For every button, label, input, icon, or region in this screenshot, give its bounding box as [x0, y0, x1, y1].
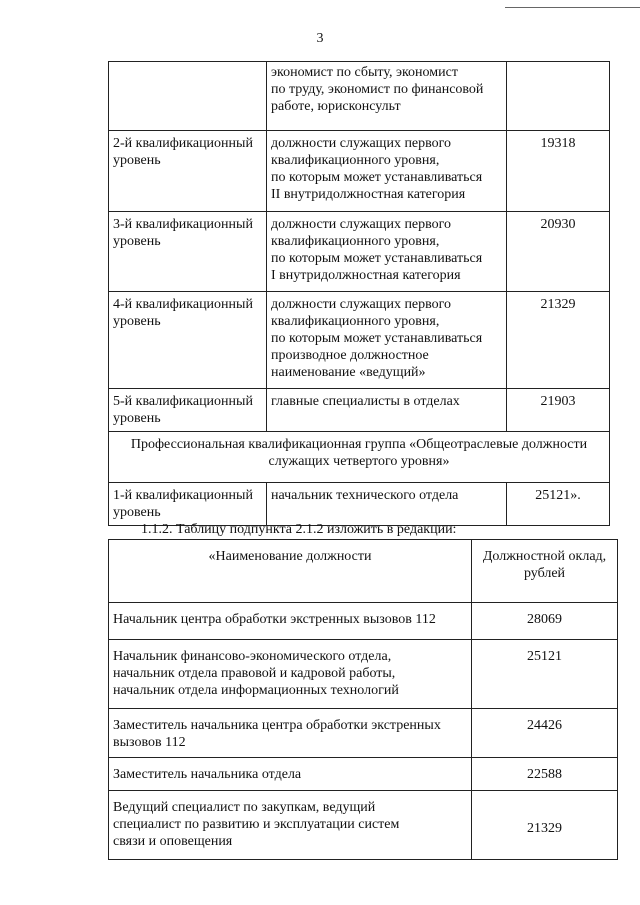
position-name-cell: Заместитель начальника центра обработки экстренных вызовов 112 [109, 709, 472, 758]
salary-cell: 20930 [507, 212, 610, 292]
table-row [109, 791, 618, 860]
table-row [109, 709, 618, 758]
position-name-header: «Наименование должности [109, 540, 472, 603]
group-header-cell: Профессиональная квалификационная группа «Общеотраслевые должности служащих четвертого уровня» [109, 432, 610, 483]
table-row [109, 758, 618, 791]
positions-cell: должности служащих первого квалификационного уровня, по которым может устанавливаться II внутридолжностная категория [267, 131, 507, 212]
positions-cell: главные специалисты в отделах [267, 389, 507, 432]
qualification-level-cell: 2-й квалификационный уровень [109, 131, 267, 212]
qualification-level-cell: 3-й квалификационный уровень [109, 212, 267, 292]
salary-cell [507, 62, 610, 131]
positions-cell: должности служащих первого квалификационного уровня, по которым может устанавливаться производное должностное наименование «ведущий» [267, 292, 507, 389]
position-name-cell: Начальник центра обработки экстренных вызовов 112 [109, 603, 472, 640]
position-name-cell: Заместитель начальника отдела [109, 758, 472, 791]
group-header-row [109, 432, 610, 483]
scan-edge-line [505, 7, 640, 8]
table-row [109, 389, 610, 432]
positions-cell: экономист по сбыту, экономист по труду, экономист по финансовой работе, юрисконсульт [267, 62, 507, 131]
qualification-level-cell: 5-й квалификационный уровень [109, 389, 267, 432]
qualification-level-cell: 1-й квалификационный уровень [109, 483, 267, 526]
positions-cell: должности служащих первого квалификационного уровня, по которым может устанавливаться I внутридолжностная категория [267, 212, 507, 292]
qualification-level-cell: 4-й квалификационный уровень [109, 292, 267, 389]
section-subheading: 1.1.2. Таблицу подпункта 2.1.2 изложить в редакции: [141, 522, 457, 537]
position-name-cell: Начальник финансово-экономического отдела, начальник отдела правовой и кадровой работы, начальник отдела информационных технологий [109, 640, 472, 709]
positions-cell: начальник технического отдела [267, 483, 507, 526]
qualification-level-cell [109, 62, 267, 131]
qualification-levels-table [108, 61, 610, 526]
table-row [109, 483, 610, 526]
salary-cell: 25121». [507, 483, 610, 526]
table-row [109, 292, 610, 389]
table-row [109, 212, 610, 292]
positions-salary-table [108, 539, 618, 860]
salary-cell: 21903 [507, 389, 610, 432]
page-number: 3 [316, 31, 324, 46]
salary-cell: 19318 [507, 131, 610, 212]
table-row [109, 62, 610, 131]
salary-cell: 25121 [472, 640, 618, 709]
salary-cell: 21329 [507, 292, 610, 389]
table-row [109, 640, 618, 709]
table-header-row [109, 540, 618, 603]
salary-header: Должностной оклад, рублей [472, 540, 618, 603]
position-name-cell: Ведущий специалист по закупкам, ведущий специалист по развитию и эксплуатации систем связи и оповещения [109, 791, 472, 860]
salary-cell: 22588 [472, 758, 618, 791]
salary-cell: 28069 [472, 603, 618, 640]
table-row [109, 131, 610, 212]
salary-cell: 21329 [472, 791, 618, 860]
salary-cell: 24426 [472, 709, 618, 758]
table-row [109, 603, 618, 640]
